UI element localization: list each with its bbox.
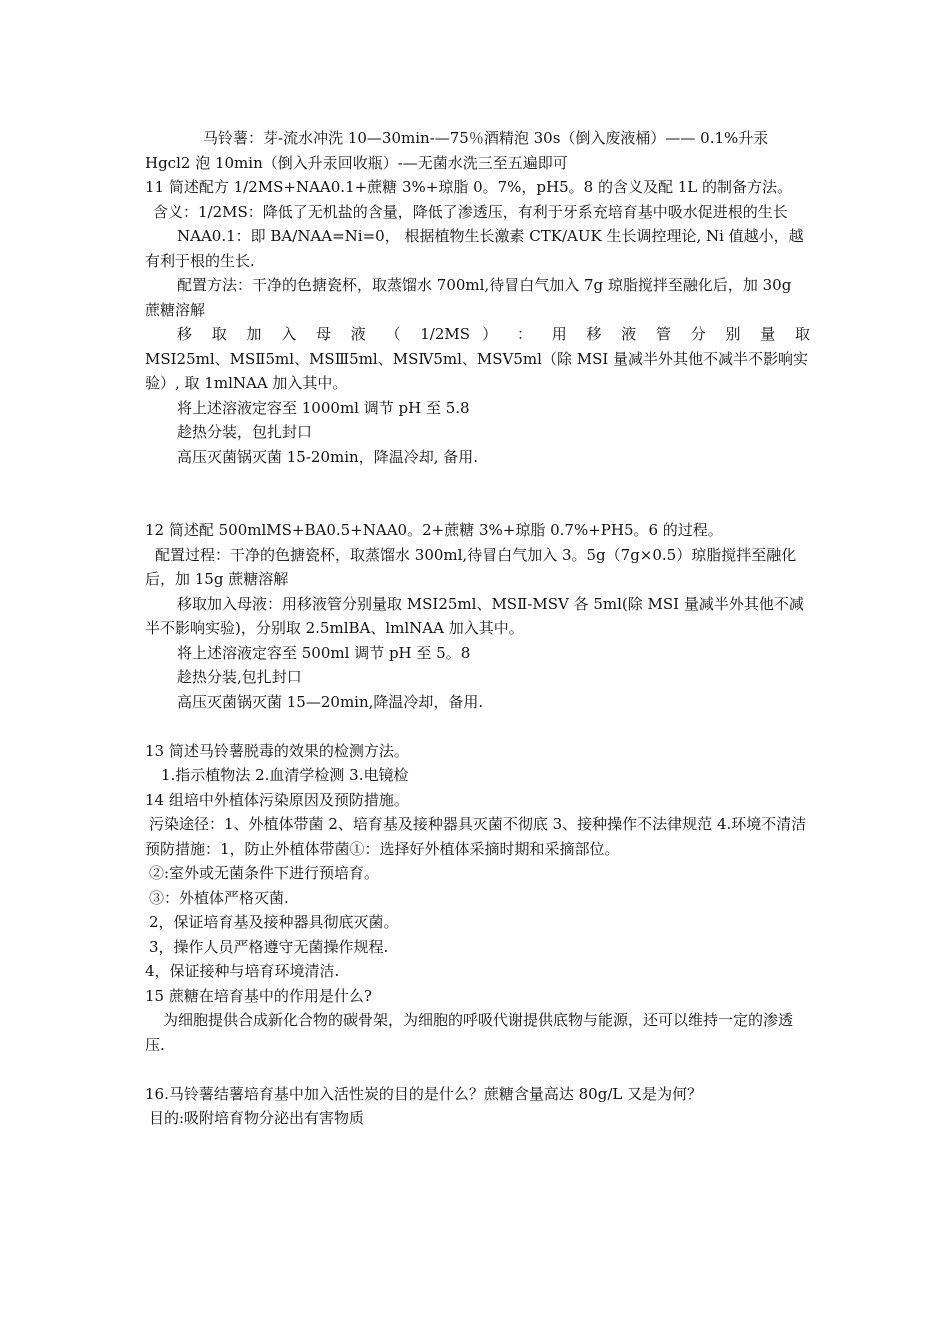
detection-methods: 1.指示植物法 2.血清学检测 3.电镜检 — [161, 766, 409, 784]
activated-carbon-purpose: 目的:吸附培育物分泌出有害物质 — [149, 1109, 365, 1127]
prevention-item-5: 3，操作人员严格遵守无菌操作规程. — [149, 937, 389, 956]
question-13: 13 简述马铃薯脱毒的效果的检测方法。 — [145, 741, 409, 760]
meaning-naa: NAA0.1：即 BA/NAA=Ni=0， 根据植物生长激素 CTK/AUK 生长调控理论, Ni 值越小，越有利于根的生长. — [145, 227, 804, 270]
question-15: 15 蔗糖在培育基中的作用是什么? — [145, 986, 372, 1005]
pipette-step-12: 移取加入母液：用移液管分别量取 MSⅠ25ml、MSⅡ-MSⅤ 各 5ml(除 MSⅠ 量减半外其他不减半不影响实验)，分别取 2.5mlBA、lmlNAA 加入其中。 — [145, 594, 804, 637]
spacer — [145, 714, 810, 739]
autoclave-step: 高压灭菌锅灭菌 15-20min，降温冷却, 备用. — [177, 447, 478, 466]
meaning-half-ms: 含义：1/2MS：降低了无机盐的含量，降低了渗透压，有利于牙系充培育基中吸水促进根的生长 — [153, 202, 788, 221]
sucrose-role: 为细胞提供合成新化合物的碳骨架，为细胞的呼吸代谢提供底物与能源，还可以维持一定的渗透压. — [145, 1011, 794, 1054]
preparation-process: 配置过程：干净的色搪瓷杯，取蒸馏水 300ml,待冒白气加入 3。5g（7g×0.5）琼脂搅拌至融化后，加 15g 蔗糖溶解 — [145, 545, 797, 588]
question-16: 16.马铃薯结薯培育基中加入活性炭的目的是什么？蔗糖含量高达 80g/L 又是为何？ — [145, 1084, 703, 1103]
adjust-volume-ph: 将上述溶液定容至 1000ml 调节 pH 至 5.8 — [177, 398, 470, 417]
potato-sterilization-steps: 马铃薯：芽-流水冲洗 10—30min-—75％酒精泡 30s（倒入废液桶）—— 0.1%升汞 Hgcl2 泡 10min（倒入升汞回收瓶）-—无菌水洗三至五遍即可 — [145, 129, 769, 172]
preparation-method: 配置方法：干净的色搪瓷杯，取蒸馏水 700ml,待冒白气加入 7g 琼脂搅拌至融化后，加 30g 蔗糖溶解 — [145, 276, 792, 319]
prevention-measures: 预防措施：1，防止外植体带菌①：选择好外植体采摘时期和采摘部位。 — [145, 839, 620, 858]
dispense-seal: 趁热分装，包扎封口 — [177, 423, 313, 441]
prevention-item-4: 2，保证培育基及接种器具彻底灭菌。 — [149, 913, 399, 931]
prevention-item-6: 4，保证接种与培育环境清洁. — [145, 962, 340, 980]
adjust-volume-ph-12: 将上述溶液定容至 500ml 调节 pH 至 5。8 — [177, 643, 471, 662]
dispense-seal-12: 趁热分装,包扎封口 — [177, 668, 302, 686]
prevention-item-3: ③：外植体严格灭菌. — [149, 888, 289, 907]
autoclave-step-12: 高压灭菌锅灭菌 15—20min,降温冷却，备用. — [177, 692, 484, 711]
spacer — [145, 469, 810, 518]
pipette-step-line1: 移 取 加 入 母 液 （ 1/2MS ） ： 用 移 液 管 分 别 量 取 — [177, 325, 810, 343]
prevention-item-2: ②:室外或无菌条件下进行预培育。 — [149, 864, 380, 882]
document-body — [145, 126, 810, 1131]
spacer — [145, 1057, 810, 1082]
question-12: 12 简述配 500mlMS+BA0.5+NAA0。2+蔗糖 3%+琼脂 0.7%+PH5。6 的过程。 — [145, 521, 723, 539]
contamination-sources: 污染途径：1、外植体带菌 2、培育基及接种器具灭菌不彻底 3、接种操作不法律规范 4.环境不清洁 — [149, 815, 807, 833]
question-11: 11 简述配方 1/2MS+NAA0.1+蔗糖 3%+琼脂 0。7%，pH5。8 的含义及配 1L 的制备方法。 — [145, 178, 793, 196]
pipette-step-line2: MSⅠ25ml、MSⅡ5ml、MSⅢ5ml、MSⅣ5ml、MSⅤ5ml（除 MSⅠ 量减半外其他不减半不影响实验）, 取 1mlNAA 加入其中。 — [145, 349, 809, 392]
question-14: 14 组培中外植体污染原因及预防措施。 — [145, 790, 409, 809]
